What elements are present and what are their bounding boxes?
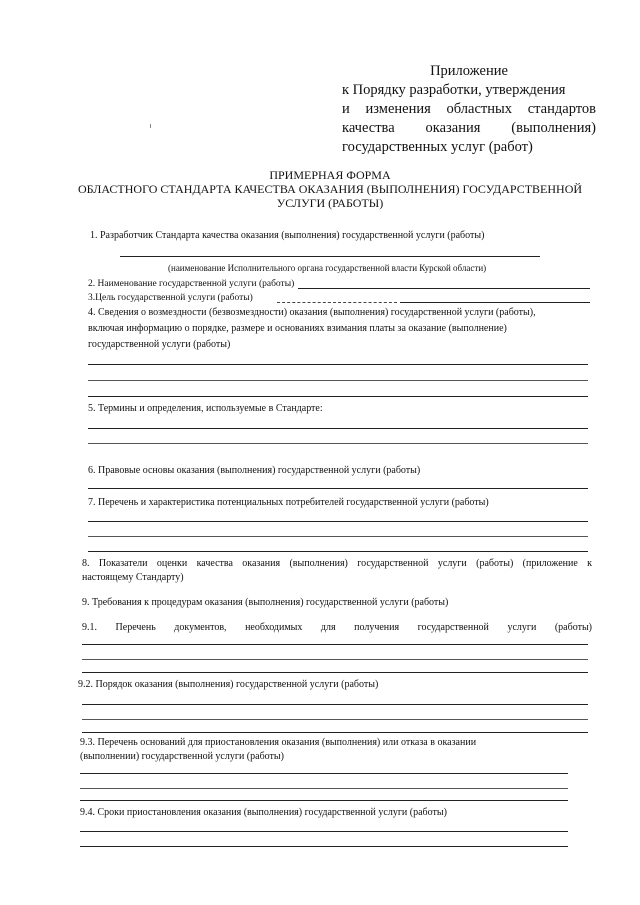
form-heading-3: УСЛУГИ (РАБОТЫ): [276, 196, 384, 210]
fill-line: [88, 396, 588, 397]
appendix-block: [342, 62, 596, 157]
appendix-line-5: государственных услуг (работ): [342, 139, 533, 155]
fill-line: [82, 704, 588, 705]
fill-line: [88, 428, 588, 429]
item-4-payment-1: 4. Сведения о возмездности (безвозмездности) оказания (выполнения) государственной услуги (работы),: [88, 307, 536, 318]
item-9-4-suspension-terms: 9.4. Сроки приостановления оказания (выполнения) государственной услуги (работы): [80, 807, 447, 818]
item-9-requirements: 9. Требования к процедурам оказания (выполнения) государственной услуги (работы): [82, 597, 449, 608]
fill-line: [82, 672, 588, 673]
fill-line: [80, 831, 568, 832]
item-7-consumers: 7. Перечень и характеристика потенциальных потребителей государственной услуги (работы): [88, 497, 489, 508]
item-2-service-name: 2. Наименование государственной услуги (работы): [88, 279, 295, 289]
form-heading-2: ОБЛАСТНОГО СТАНДАРТА КАЧЕСТВА ОКАЗАНИЯ (ВЫПОЛНЕНИЯ) ГОСУДАРСТВЕННОЙ: [77, 182, 583, 196]
fill-line: [277, 302, 397, 303]
fill-line: [88, 380, 588, 381]
appendix-line-4: качества оказания (выполнения): [342, 120, 596, 136]
fill-line: [88, 521, 588, 522]
item-1-developer: 1. Разработчик Стандарта качества оказания (выполнения) государственной услуги (работы): [90, 230, 485, 241]
item-4-payment-2: включая информацию о порядке, размере и основаниях взимания платы за оказание (выполнение): [88, 323, 507, 334]
fill-line: [88, 488, 588, 489]
fill-line: [80, 846, 568, 847]
item-1-caption: (наименование Исполнительного органа государственной власти Курской области): [168, 263, 487, 273]
appendix-line-2: к Порядку разработки, утверждения: [342, 82, 566, 98]
fill-line: [82, 719, 588, 720]
fill-line: [82, 732, 588, 733]
item-5-terms: 5. Термины и определения, используемые в Стандарте:: [88, 403, 323, 414]
item-9-3-grounds-1: 9.3. Перечень оснований для приостановления оказания (выполнения) или отказа в оказании: [80, 737, 477, 748]
fill-line: [88, 364, 588, 365]
fill-line: [80, 788, 568, 789]
fill-line: [120, 256, 540, 257]
fill-line: [88, 443, 588, 444]
form-heading-1: ПРИМЕРНАЯ ФОРМА: [269, 168, 391, 182]
item-9-3-grounds-2: (выполнении) государственной услуги (работы): [80, 751, 284, 762]
appendix-line-3: и изменения областных стандартов: [342, 101, 596, 117]
item-4-payment-3: государственной услуги (работы): [88, 339, 231, 350]
item-6-legal-basis: 6. Правовые основы оказания (выполнения) государственной услуги (работы): [88, 465, 421, 476]
fill-line: [82, 644, 588, 645]
scan-mark: [150, 124, 151, 128]
fill-line: [80, 773, 568, 774]
fill-line: [88, 551, 588, 552]
item-9-1-documents: 9.1. Перечень документов, необходимых для получения государственной услуги (работы): [82, 622, 592, 633]
fill-line: [80, 800, 568, 801]
item-9-2-procedure: 9.2. Порядок оказания (выполнения) государственной услуги (работы): [78, 679, 379, 690]
item-8-indicators-1: 8. Показатели оценки качества оказания (выполнения) государственной услуги (работы) (приложение к: [82, 558, 592, 569]
fill-line: [400, 302, 590, 303]
item-3-service-goal: 3.Цель государственной услуги (работы): [88, 293, 253, 303]
fill-line: [82, 659, 588, 660]
item-8-indicators-2: настоящему Стандарту): [82, 572, 184, 583]
appendix-title: Приложение: [430, 63, 508, 79]
fill-line: [298, 288, 590, 289]
fill-line: [88, 536, 588, 537]
